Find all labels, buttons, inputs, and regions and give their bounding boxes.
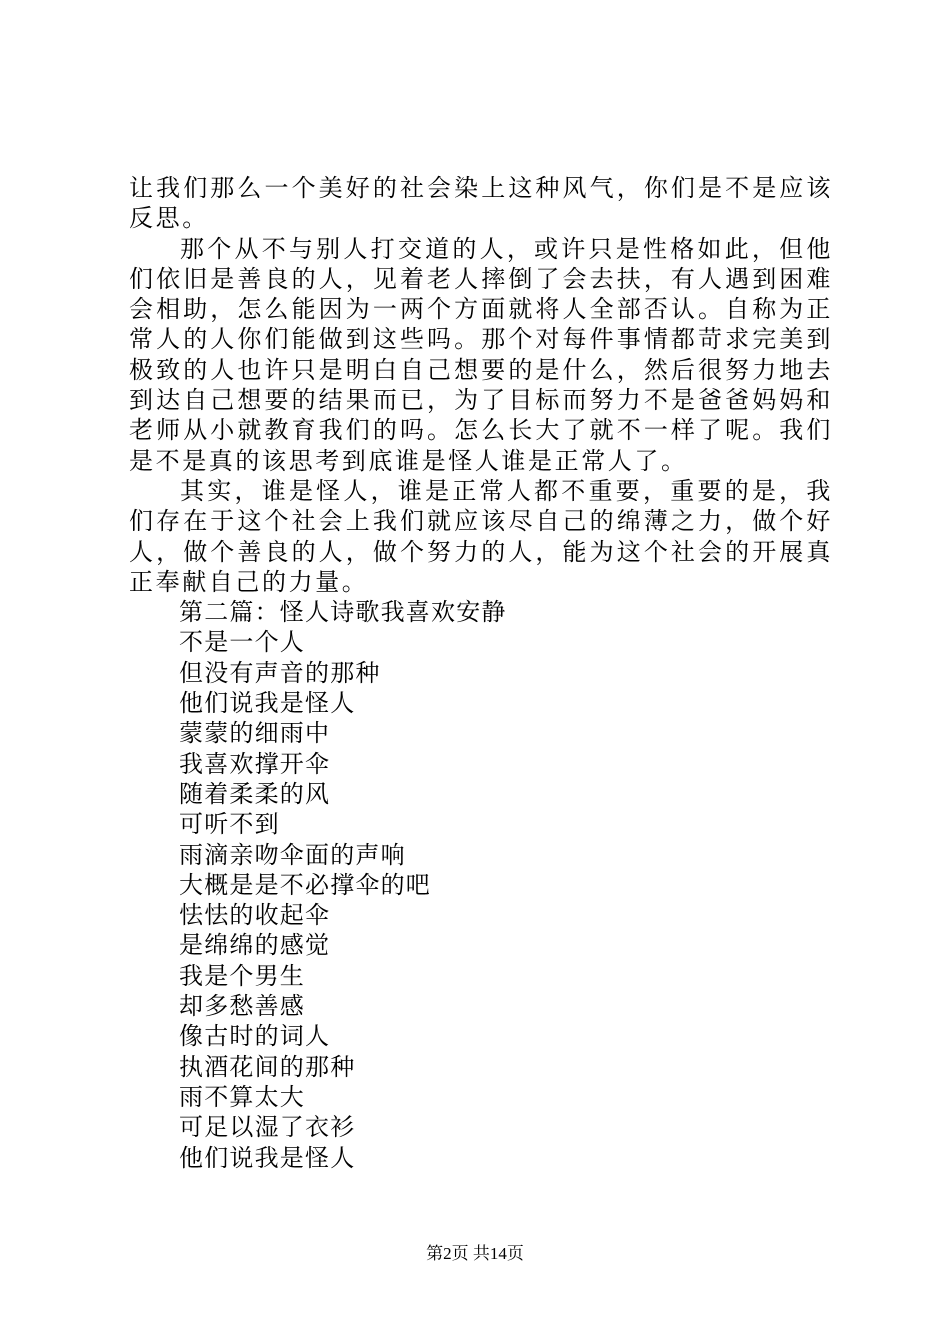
poem-line: 可听不到 <box>179 810 280 839</box>
poem-line: 他们说我是怪人 <box>179 1143 356 1172</box>
document-body <box>129 173 833 1173</box>
poem-line: 是绵绵的感觉 <box>179 931 331 960</box>
poem-line: 我是个男生 <box>179 961 305 990</box>
poem-line: 蒙蒙的细雨中 <box>179 719 331 748</box>
poem-line: 却多愁善感 <box>179 992 305 1021</box>
poem-line: 执酒花间的那种 <box>179 1052 356 1081</box>
poem-line: 大概是是不必撑伞的吧 <box>179 870 431 899</box>
poem <box>129 627 833 1172</box>
poem-line: 像古时的词人 <box>179 1022 331 1051</box>
paragraph-2: 那个从不与别人打交道的人，或许只是性格如此，但他们依旧是善良的人，见着老人摔倒了会去扶，有人遇到困难会相助，怎么能因为一两个方面就将人全部否认。自称为正常人的人你们能做到这些吗。那个对每件事情都苛求完美到极致的人也许只是明白自己想要的是什么，然后很努力地去到达自己想要的结果而已，为了目标而努力不是爸爸妈妈和老师从小就教育我们的吗。怎么长大了就不一样了呢。我们是不是真的该思考到底谁是怪人谁是正常人了。 <box>129 234 833 475</box>
poem-line: 怯怯的收起伞 <box>179 901 331 930</box>
poem-line: 他们说我是怪人 <box>179 689 356 718</box>
poem-line: 但没有声音的那种 <box>179 658 381 687</box>
paragraph-1: 让我们那么一个美好的社会染上这种风气，你们是不是应该反思。 <box>129 174 833 233</box>
section-heading: 第二篇：怪人诗歌我喜欢安静 <box>179 598 507 627</box>
poem-line: 雨滴亲吻伞面的声响 <box>179 840 406 869</box>
poem-line: 随着柔柔的风 <box>179 779 331 808</box>
poem-line: 可足以湿了衣衫 <box>179 1113 356 1142</box>
poem-line: 我喜欢撑开伞 <box>179 749 331 778</box>
poem-line: 雨不算太大 <box>179 1082 305 1111</box>
paragraph-3: 其实，谁是怪人，谁是正常人都不重要，重要的是，我们存在于这个社会上我们就应该尽自己的绵薄之力，做个好人，做个善良的人，做个努力的人，能为这个社会的开展真正奉献自己的力量。 <box>129 476 833 596</box>
page-footer: 第2页 共14页 <box>426 1244 524 1263</box>
poem-line: 不是一个人 <box>179 628 305 657</box>
